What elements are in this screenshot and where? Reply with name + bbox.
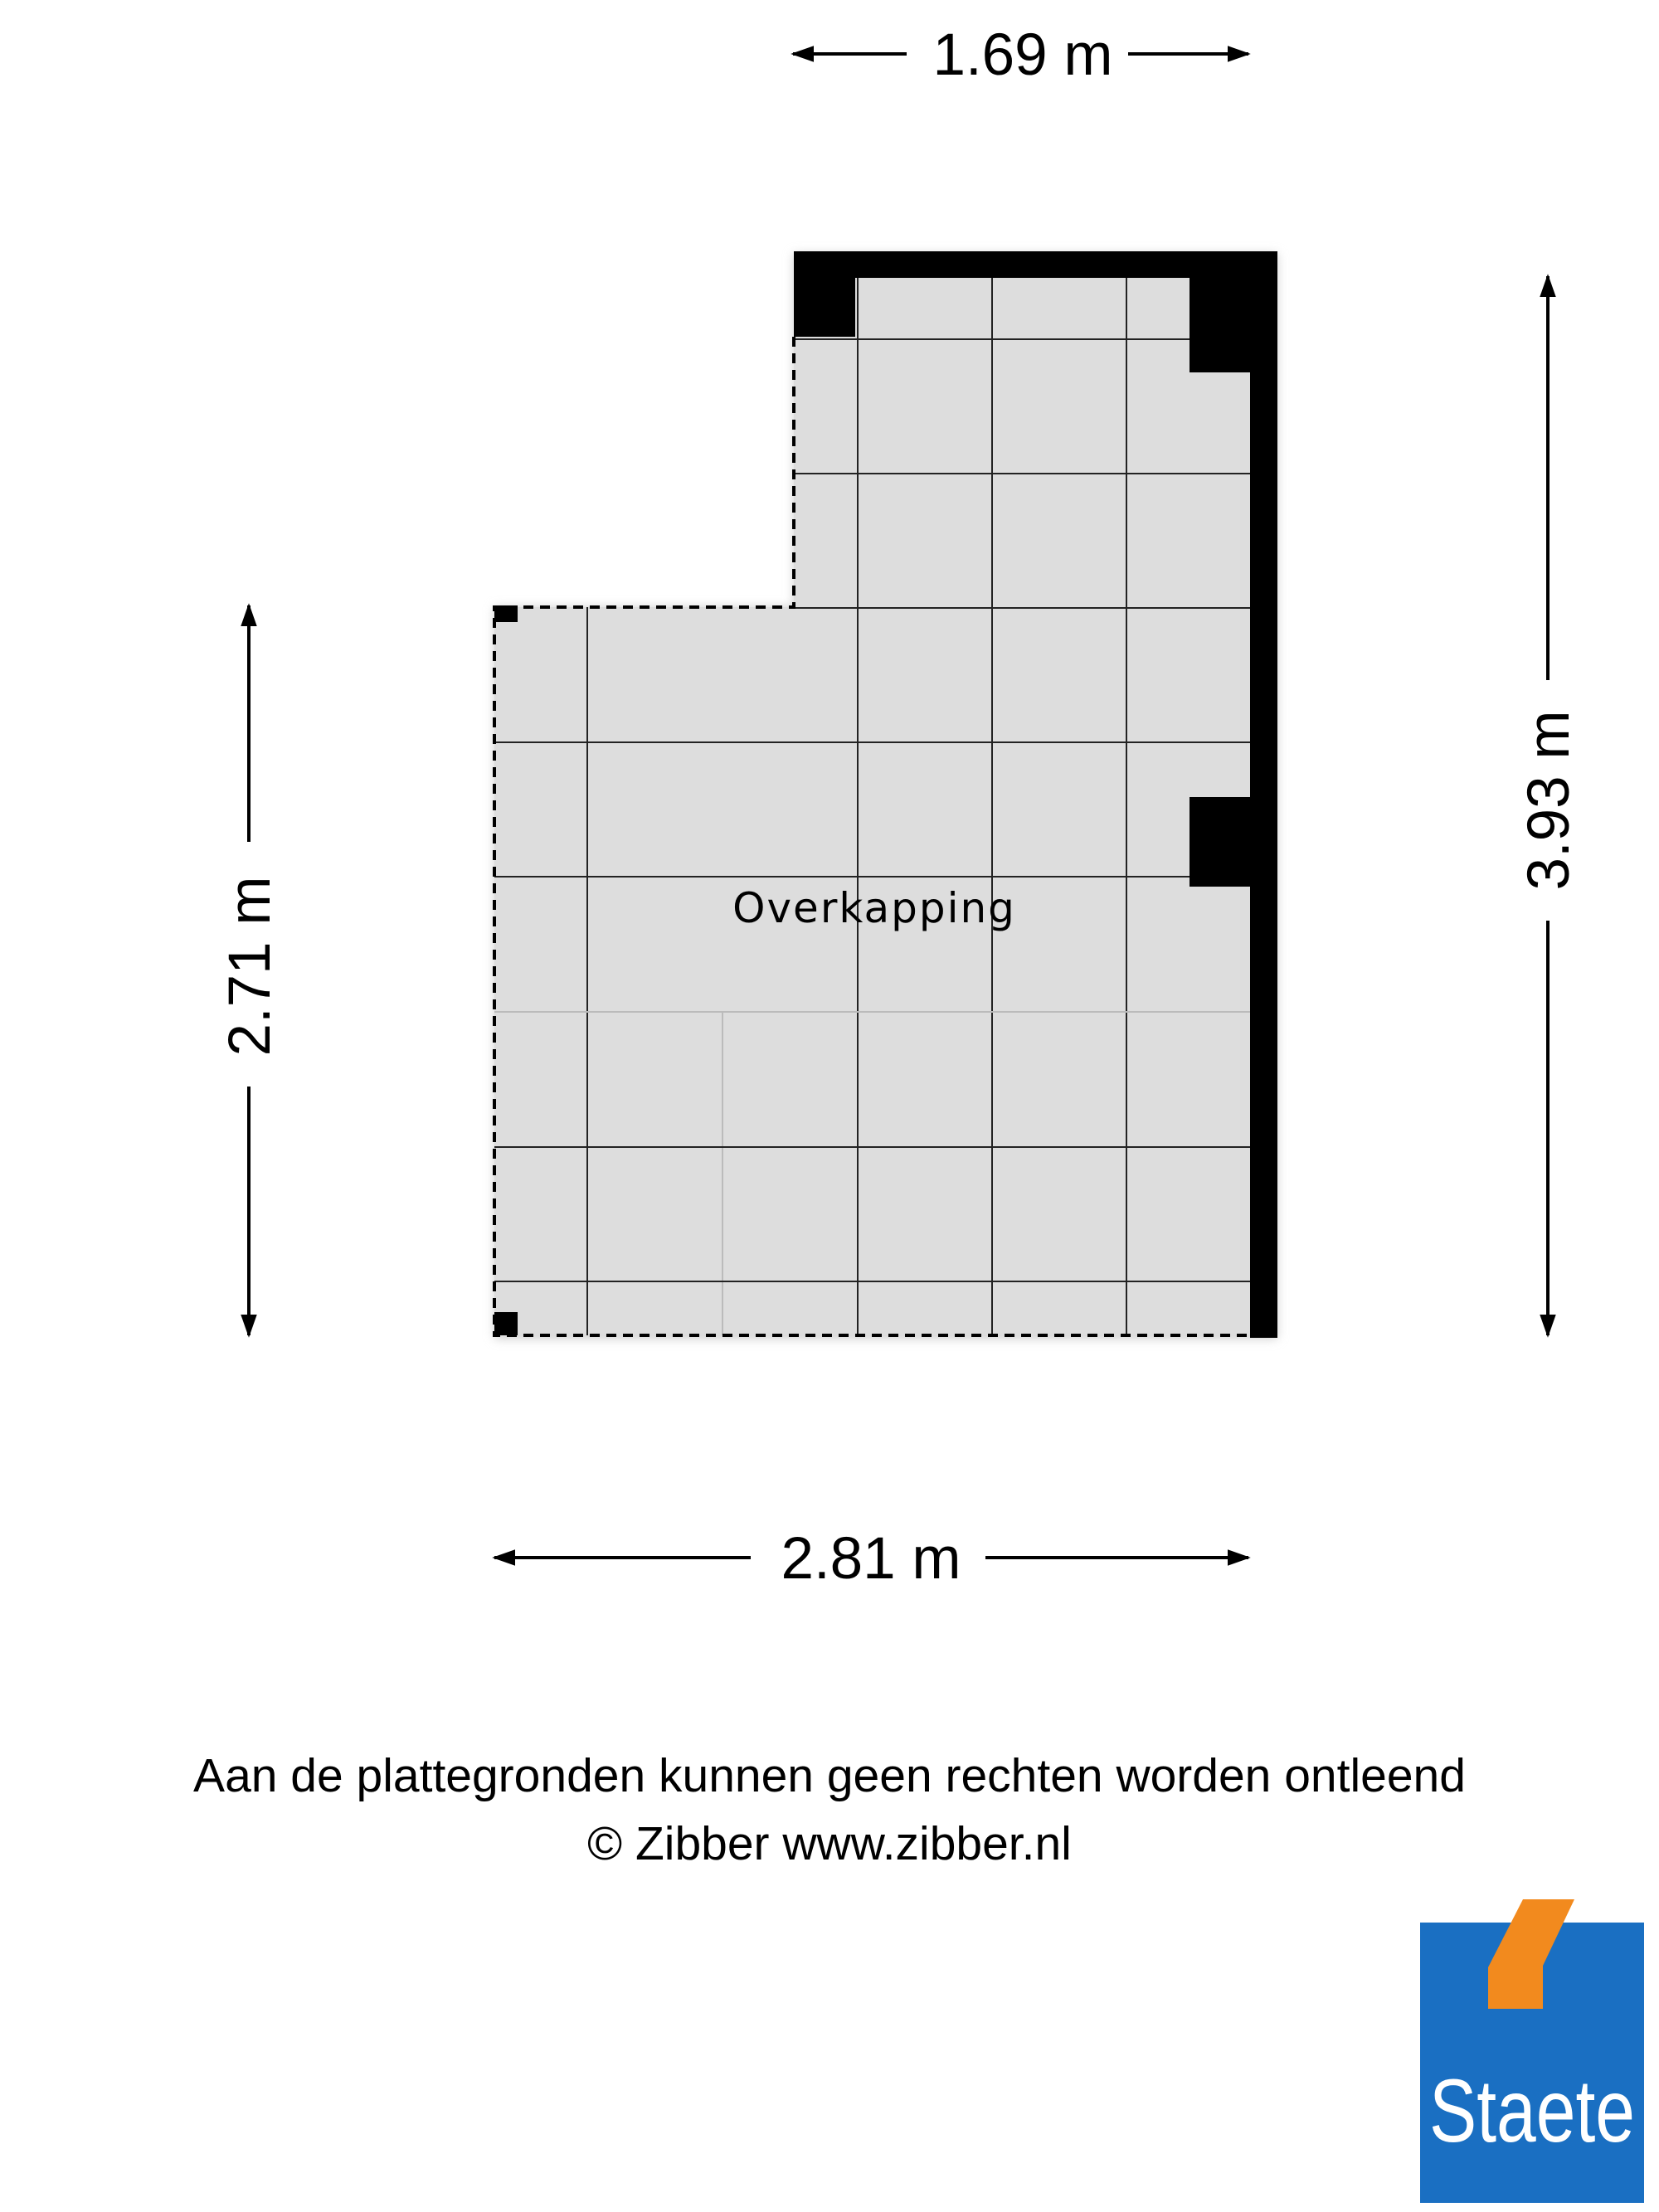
staete-logo: [1420, 1899, 1644, 2203]
copyright-text: © Zibber www.zibber.nl: [587, 1817, 1072, 1870]
wall-right: [1250, 251, 1277, 1338]
room-label: Overkapping: [732, 884, 1016, 932]
room-overkapping: [494, 251, 1277, 1339]
floor-area: [494, 254, 1274, 1335]
dimension-right-label: 3.93 m: [1516, 710, 1582, 891]
dimension-top: [793, 22, 1248, 88]
pillar-top-right: [1190, 251, 1277, 372]
disclaimer-text: Aan de plattegronden kunnen geen rechten worden ontleend: [193, 1749, 1466, 1802]
logo-wordmark: Staete: [1429, 2060, 1635, 2161]
dimension-right: [1516, 276, 1582, 1335]
dimension-left-label: 2.71 m: [217, 876, 283, 1057]
dimension-left: [217, 605, 283, 1335]
dimension-top-label: 1.69 m: [932, 22, 1113, 88]
pillar-top-left: [794, 251, 855, 337]
post-bottom-left: [494, 1312, 518, 1335]
post-top-left: [494, 605, 518, 622]
pillar-mid-right: [1190, 797, 1277, 887]
dimension-bottom-label: 2.81 m: [781, 1526, 961, 1592]
dimension-bottom: [494, 1526, 1248, 1592]
